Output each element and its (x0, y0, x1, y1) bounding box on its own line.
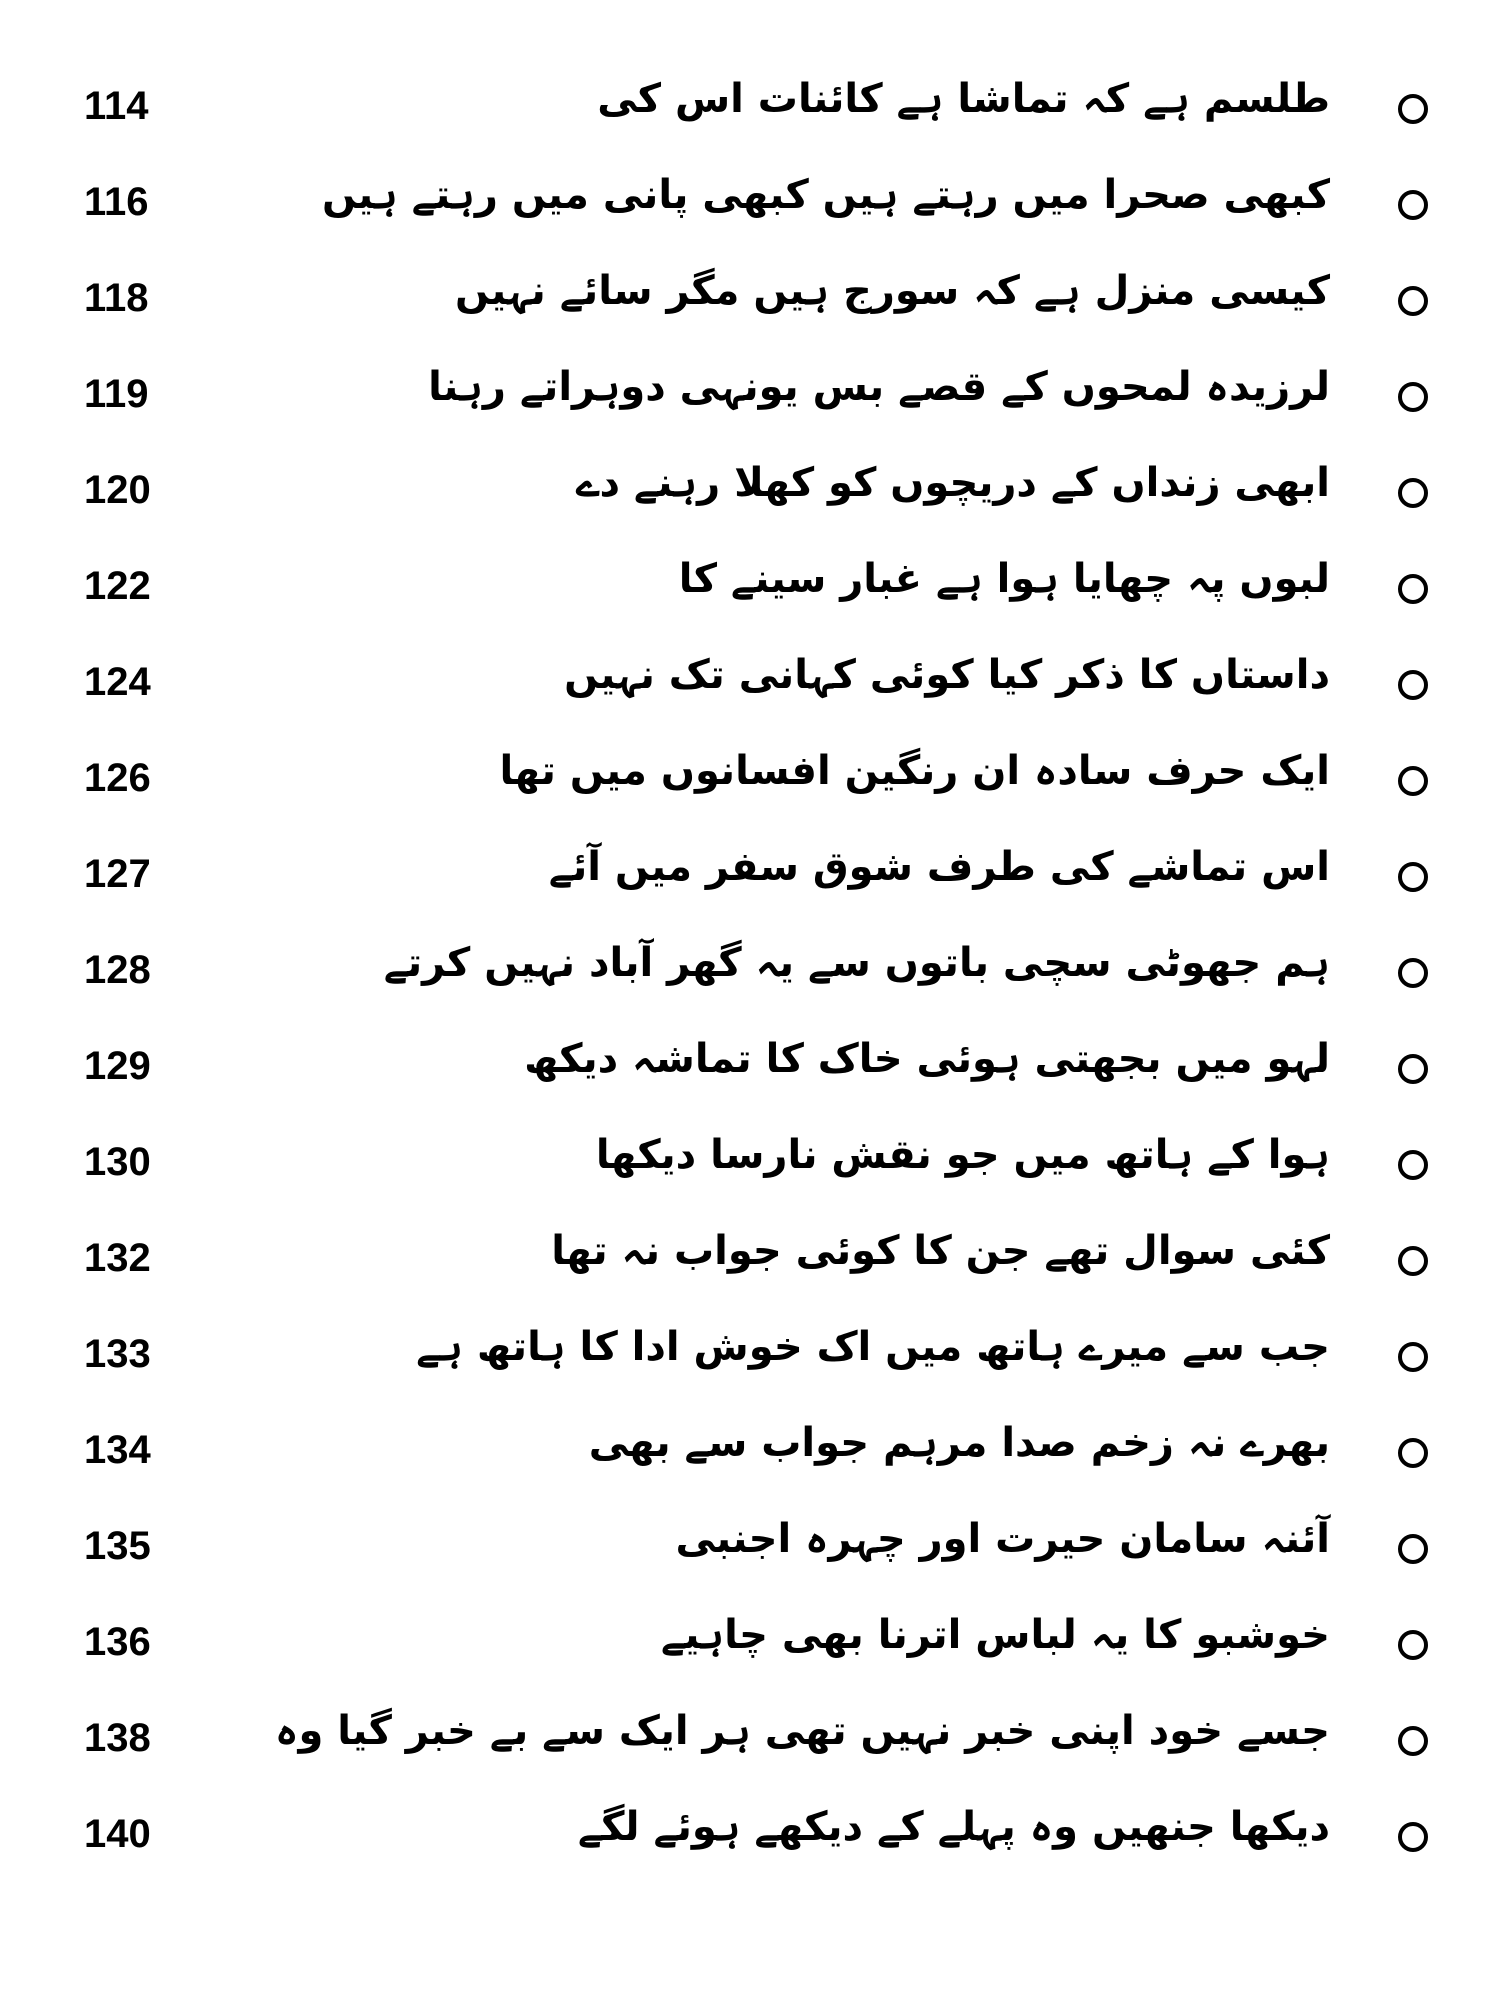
entry-title: خوشبو کا یہ لباس اترنا بھی چاہیے (660, 1612, 1330, 1658)
circle-bullet-icon (1398, 766, 1428, 796)
entry-title: کیسی منزل ہے کہ سورج ہیں مگر سائے نہیں (455, 268, 1330, 314)
page-number: 116 (84, 180, 149, 224)
toc-entry (0, 840, 1500, 920)
circle-bullet-icon (1398, 478, 1428, 508)
page-number: 120 (84, 468, 151, 512)
circle-bullet-icon (1398, 574, 1428, 604)
entry-title: آئنہ سامان حیرت اور چہرہ اجنبی (675, 1516, 1330, 1562)
entry-title: کبھی صحرا میں رہتے ہیں کبھی پانی میں رہتے ہیں (321, 172, 1330, 218)
entry-title: ہم جھوٹی سچی باتوں سے یہ گھر آباد نہیں کرتے (383, 940, 1330, 986)
toc-entry (0, 72, 1500, 152)
toc-entry (0, 936, 1500, 1016)
entry-title: لبوں پہ چھایا ہوا ہے غبار سینے کا (678, 556, 1330, 602)
entry-title: ایک حرف سادہ ان رنگین افسانوں میں تھا (499, 748, 1330, 794)
circle-bullet-icon (1398, 1054, 1428, 1084)
toc-entry (0, 1416, 1500, 1496)
page-number: 118 (84, 276, 149, 320)
circle-bullet-icon (1398, 1726, 1428, 1756)
page-number: 130 (84, 1140, 151, 1184)
page-number: 114 (84, 84, 149, 128)
circle-bullet-icon (1398, 1246, 1428, 1276)
page-number: 127 (84, 852, 151, 896)
page-number: 128 (84, 948, 151, 992)
page-number: 133 (84, 1332, 151, 1376)
entry-title: بھرے نہ زخم صدا مرہم جواب سے بھی (588, 1420, 1330, 1466)
toc-entry (0, 1128, 1500, 1208)
entry-title: دیکھا جنھیں وہ پہلے کے دیکھے ہوئے لگے (577, 1804, 1330, 1850)
entry-title: لہو میں بجھتی ہوئی خاک کا تماشہ دیکھ (524, 1036, 1330, 1082)
toc-entry (0, 552, 1500, 632)
page-number: 119 (84, 372, 149, 416)
page-number: 129 (84, 1044, 151, 1088)
toc-entry (0, 1320, 1500, 1400)
toc-entry (0, 1608, 1500, 1688)
circle-bullet-icon (1398, 1822, 1428, 1852)
entry-title: جسے خود اپنی خبر نہیں تھی ہر ایک سے بے خبر گیا وہ (275, 1708, 1330, 1754)
page-number: 136 (84, 1620, 151, 1664)
toc-entry (0, 360, 1500, 440)
circle-bullet-icon (1398, 286, 1428, 316)
toc-entry (0, 1224, 1500, 1304)
entry-title: جب سے میرے ہاتھ میں اک خوش ادا کا ہاتھ ہے (416, 1324, 1330, 1370)
circle-bullet-icon (1398, 1342, 1428, 1372)
page-number: 126 (84, 756, 151, 800)
toc-entry (0, 1512, 1500, 1592)
entry-title: اس تماشے کی طرف شوق سفر میں آئے (548, 844, 1330, 890)
toc-entry (0, 1032, 1500, 1112)
page-number: 124 (84, 660, 151, 704)
toc-entry (0, 1800, 1500, 1880)
circle-bullet-icon (1398, 1630, 1428, 1660)
circle-bullet-icon (1398, 1150, 1428, 1180)
toc-entry (0, 744, 1500, 824)
toc-entry (0, 168, 1500, 248)
circle-bullet-icon (1398, 190, 1428, 220)
circle-bullet-icon (1398, 1438, 1428, 1468)
toc-entry (0, 456, 1500, 536)
page-number: 134 (84, 1428, 151, 1472)
toc-entry (0, 264, 1500, 344)
entry-title: ابھی زنداں کے دریچوں کو کھلا رہنے دے (576, 460, 1330, 506)
page-number: 138 (84, 1716, 151, 1760)
circle-bullet-icon (1398, 862, 1428, 892)
page-number: 132 (84, 1236, 151, 1280)
entry-title: ہوا کے ہاتھ میں جو نقش نارسا دیکھا (595, 1132, 1330, 1178)
circle-bullet-icon (1398, 958, 1428, 988)
circle-bullet-icon (1398, 382, 1428, 412)
entry-title: لرزیدہ لمحوں کے قصے بس یونہی دوہراتے رہنا (428, 364, 1330, 410)
page-number: 122 (84, 564, 151, 608)
entry-title: کئی سوال تھے جن کا کوئی جواب نہ تھا (551, 1228, 1330, 1274)
page-number: 135 (84, 1524, 151, 1568)
circle-bullet-icon (1398, 94, 1428, 124)
circle-bullet-icon (1398, 1534, 1428, 1564)
toc-entry (0, 648, 1500, 728)
page-number: 140 (84, 1812, 151, 1856)
toc-entry (0, 1704, 1500, 1784)
entry-title: داستاں کا ذکر کیا کوئی کہانی تک نہیں (564, 652, 1330, 698)
entry-title: طلسم ہے کہ تماشا ہے کائنات اس کی (597, 76, 1330, 122)
circle-bullet-icon (1398, 670, 1428, 700)
